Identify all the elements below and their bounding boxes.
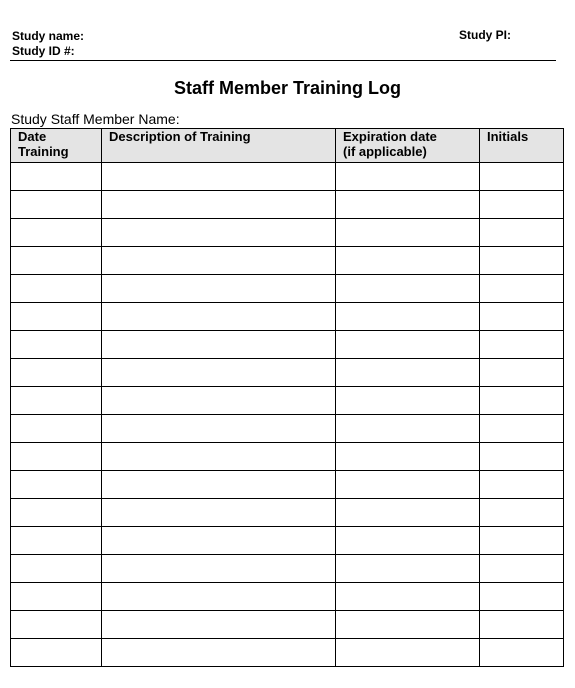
- description-cell[interactable]: [102, 583, 336, 611]
- expiration-date-cell[interactable]: [336, 415, 480, 443]
- column-header-date-training: [11, 129, 102, 163]
- date-training-cell[interactable]: [11, 527, 102, 555]
- date-training-cell[interactable]: [11, 163, 102, 191]
- expiration-date-cell[interactable]: [336, 191, 480, 219]
- description-cell[interactable]: [102, 527, 336, 555]
- table-row: [11, 163, 564, 191]
- initials-cell[interactable]: [480, 191, 564, 219]
- description-cell[interactable]: [102, 219, 336, 247]
- date-training-cell[interactable]: [11, 415, 102, 443]
- expiration-date-cell[interactable]: [336, 583, 480, 611]
- description-cell[interactable]: [102, 191, 336, 219]
- description-cell[interactable]: [102, 639, 336, 667]
- table-row: [11, 443, 564, 471]
- table-row: [11, 415, 564, 443]
- expiration-date-cell[interactable]: [336, 499, 480, 527]
- initials-cell[interactable]: [480, 415, 564, 443]
- expiration-date-cell[interactable]: [336, 443, 480, 471]
- initials-cell[interactable]: [480, 247, 564, 275]
- table-row: [11, 471, 564, 499]
- expiration-date-cell[interactable]: [336, 611, 480, 639]
- description-cell[interactable]: [102, 443, 336, 471]
- date-training-cell[interactable]: [11, 611, 102, 639]
- description-cell[interactable]: [102, 387, 336, 415]
- column-header-line: Training: [18, 144, 69, 159]
- table-row: [11, 611, 564, 639]
- initials-cell[interactable]: [480, 387, 564, 415]
- column-header-line: (if applicable): [343, 144, 427, 159]
- description-cell[interactable]: [102, 555, 336, 583]
- date-training-cell[interactable]: [11, 219, 102, 247]
- column-header-description: [102, 129, 336, 163]
- table-row: [11, 247, 564, 275]
- table-row: [11, 331, 564, 359]
- training-log-table: [10, 128, 564, 667]
- table-row: [11, 527, 564, 555]
- initials-cell[interactable]: [480, 611, 564, 639]
- study-pi-label: Study PI:: [459, 28, 512, 42]
- initials-cell[interactable]: [480, 527, 564, 555]
- initials-cell[interactable]: [480, 555, 564, 583]
- column-header-line: Expiration date: [343, 129, 437, 144]
- expiration-date-cell[interactable]: [336, 527, 480, 555]
- description-cell[interactable]: [102, 303, 336, 331]
- description-cell[interactable]: [102, 275, 336, 303]
- expiration-date-cell[interactable]: [336, 219, 480, 247]
- expiration-date-cell[interactable]: [336, 303, 480, 331]
- date-training-cell[interactable]: [11, 275, 102, 303]
- initials-cell[interactable]: [480, 359, 564, 387]
- table-row: [11, 583, 564, 611]
- table-row: [11, 387, 564, 415]
- date-training-cell[interactable]: [11, 499, 102, 527]
- description-cell[interactable]: [102, 611, 336, 639]
- expiration-date-cell[interactable]: [336, 639, 480, 667]
- column-header-initials: [480, 129, 564, 163]
- staff-member-name-label: Study Staff Member Name:: [11, 111, 180, 127]
- initials-cell[interactable]: [480, 583, 564, 611]
- table-row: [11, 639, 564, 667]
- date-training-cell[interactable]: [11, 471, 102, 499]
- initials-cell[interactable]: [480, 275, 564, 303]
- table-row: [11, 499, 564, 527]
- table-row: [11, 303, 564, 331]
- study-id-label: Study ID #:: [12, 44, 75, 58]
- page-title: Staff Member Training Log: [173, 78, 401, 98]
- expiration-date-cell[interactable]: [336, 331, 480, 359]
- description-cell[interactable]: [102, 331, 336, 359]
- expiration-date-cell[interactable]: [336, 275, 480, 303]
- column-header-line: Date: [18, 129, 47, 144]
- expiration-date-cell[interactable]: [336, 555, 480, 583]
- expiration-date-cell[interactable]: [336, 359, 480, 387]
- date-training-cell[interactable]: [11, 639, 102, 667]
- description-cell[interactable]: [102, 471, 336, 499]
- column-header-line: Initials: [487, 129, 529, 144]
- header-divider: [10, 60, 556, 61]
- table-header-row: [11, 129, 564, 163]
- initials-cell[interactable]: [480, 639, 564, 667]
- date-training-cell[interactable]: [11, 247, 102, 275]
- table-body: [11, 163, 564, 667]
- study-name-label: Study name:: [12, 29, 85, 43]
- table-row: [11, 191, 564, 219]
- date-training-cell[interactable]: [11, 555, 102, 583]
- initials-cell[interactable]: [480, 499, 564, 527]
- table-row: [11, 359, 564, 387]
- description-cell[interactable]: [102, 415, 336, 443]
- initials-cell[interactable]: [480, 471, 564, 499]
- initials-cell[interactable]: [480, 303, 564, 331]
- initials-cell[interactable]: [480, 163, 564, 191]
- description-cell[interactable]: [102, 247, 336, 275]
- expiration-date-cell[interactable]: [336, 471, 480, 499]
- description-cell[interactable]: [102, 163, 336, 191]
- date-training-cell[interactable]: [11, 359, 102, 387]
- column-header-line: Description of Training: [109, 129, 251, 144]
- column-header-expiration-date: [336, 129, 480, 163]
- description-cell[interactable]: [102, 499, 336, 527]
- date-training-cell[interactable]: [11, 331, 102, 359]
- table-row: [11, 219, 564, 247]
- date-training-cell[interactable]: [11, 443, 102, 471]
- initials-cell[interactable]: [480, 443, 564, 471]
- initials-cell[interactable]: [480, 331, 564, 359]
- description-cell[interactable]: [102, 359, 336, 387]
- table-row: [11, 275, 564, 303]
- expiration-date-cell[interactable]: [336, 163, 480, 191]
- date-training-cell[interactable]: [11, 191, 102, 219]
- initials-cell[interactable]: [480, 219, 564, 247]
- date-training-cell[interactable]: [11, 387, 102, 415]
- expiration-date-cell[interactable]: [336, 247, 480, 275]
- table-row: [11, 555, 564, 583]
- date-training-cell[interactable]: [11, 583, 102, 611]
- date-training-cell[interactable]: [11, 303, 102, 331]
- expiration-date-cell[interactable]: [336, 387, 480, 415]
